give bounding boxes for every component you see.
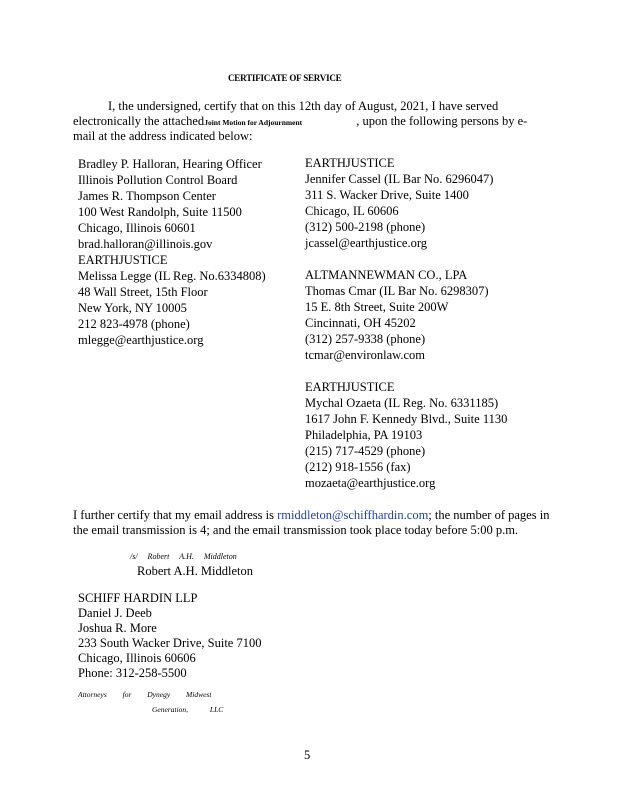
address-line: Illinois Pollution Control Board [78,173,238,187]
address-line: Chicago, Illinois 60606 [78,651,196,665]
further-pre: I further certify that my email address is [73,508,278,522]
address-line: 1617 John F. Kennedy Blvd., Suite 1130 [305,412,508,426]
intro-line-1: I, the undersigned, certify that on this 12th day of August, 2021, I have served [108,99,499,113]
address-line: New York, NY 10005 [78,301,187,315]
address-line: Jennifer Cassel (IL Bar No. 6296047) [305,172,494,186]
firm-name: EARTHJUSTICE [305,380,395,394]
certificate-title: CERTIFICATE OF SERVICE [228,73,342,83]
address-line: Chicago, IL 60606 [305,204,399,218]
recipient-block-cmar [305,267,489,363]
address-line: Philadelphia, PA 19103 [305,428,423,442]
address-line: (212) 918-1556 (fax) [305,460,411,474]
address-line: Melissa Legge (IL Reg. No.6334808) [78,269,266,283]
firm-block [78,591,261,681]
attorney-name: Daniel J. Deeb [78,606,152,620]
email-text: tcmar@environlaw.com [305,348,426,362]
email-text: mlegge@earthjustice.org [78,333,204,347]
firm-name: SCHIFF HARDIN LLP [78,591,198,605]
address-line: 212 823-4978 (phone) [78,317,190,331]
address-line: Cincinnati, OH 45202 [305,316,416,330]
phone-line: Phone: 312-258-5500 [78,666,187,680]
recipient-block-legge [78,252,266,348]
address-line: Chicago, Illinois 60601 [78,221,196,235]
address-line: 233 South Wacker Drive, Suite 7100 [78,636,262,650]
address-line: 311 S. Wacker Drive, Suite 1400 [305,188,469,202]
served-document-title: Joint Motion for Adjournment [204,118,303,127]
recipient-block-ozaeta [305,379,507,491]
intro-line-2-pre: electronically the attached [73,114,205,128]
intro-line-2-post: , upon the following persons by e- [356,114,528,128]
address-line: James R. Thompson Center [78,189,216,203]
address-line: 100 West Randolph, Suite 11500 [78,205,242,219]
page-number: 5 [304,748,311,762]
electronic-signature: /s/ Robert A.H. Middleton [130,552,237,561]
firm-name: ALTMANNEWMAN CO., LPA [305,268,468,282]
address-line: 48 Wall Street, 15th Floor [78,285,208,299]
signer-name: Robert A.H. Middleton [137,564,253,578]
recipient-block-cassel [305,155,493,251]
address-line: (312) 500-2198 (phone) [305,220,426,234]
address-line: Bradley P. Halloran, Hearing Officer [78,157,262,171]
address-line: Thomas Cmar (IL Bar No. 6298307) [305,284,489,298]
further-line-2: the email transmission is 4; and the email transmission took place today before 5:00 p.m. [73,523,519,537]
email-text: mozaeta@earthjustice.org [305,476,436,490]
address-line: (312) 257-9338 (phone) [305,332,426,346]
address-line: (215) 717-4529 (phone) [305,444,426,458]
email-text: brad.halloran@illinois.gov [78,237,213,251]
intro-line-3: mail at the address indicated below: [73,129,253,143]
recipient-block-halloran [78,156,262,252]
attorneys-for-line-2: Generation, LLC [152,705,224,714]
intro-line-2 [73,114,527,130]
address-line: 15 E. 8th Street, Suite 200W [305,300,449,314]
email-text: jcassel@earthjustice.org [305,236,428,250]
firm-name: EARTHJUSTICE [305,156,395,170]
further-line-1 [73,508,549,523]
sender-email-link[interactable]: rmiddleton@schiffhardin.com [277,508,429,522]
further-post: ; the number of pages in [428,508,550,522]
address-line: Mychal Ozaeta (IL Reg. No. 6331185) [305,396,499,410]
attorney-name: Joshua R. More [78,621,157,635]
firm-name: EARTHJUSTICE [78,253,168,267]
attorneys-for-line-1: Attorneys for Dynegy Midwest [78,690,212,699]
